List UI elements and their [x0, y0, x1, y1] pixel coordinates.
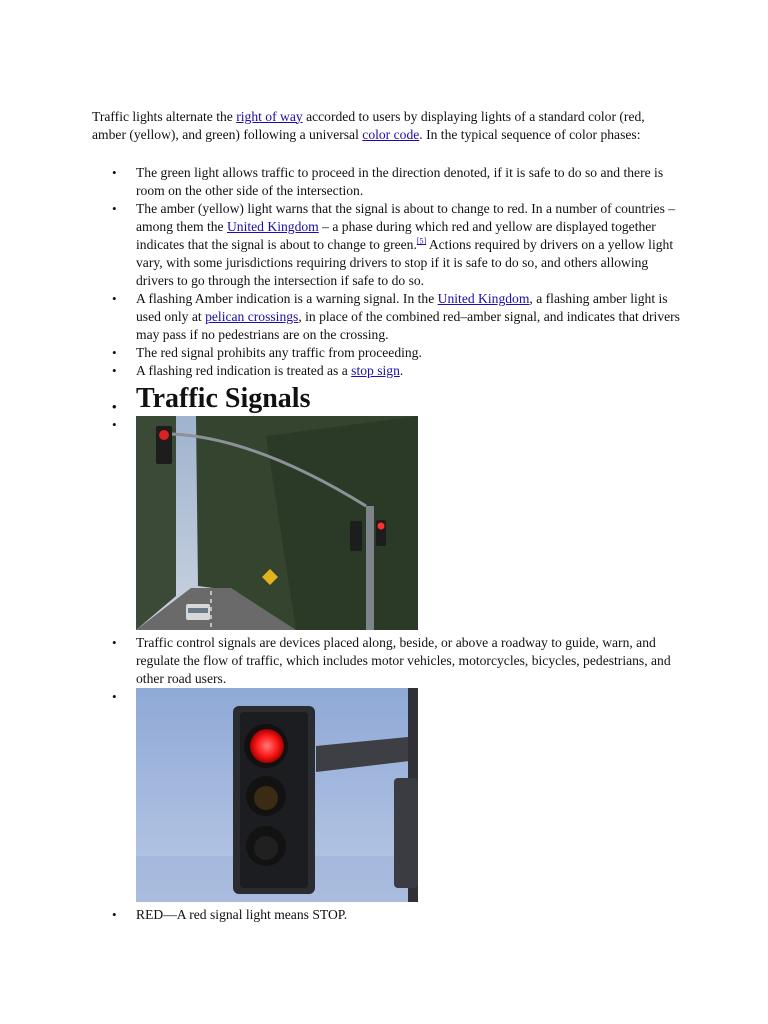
- link-color-code[interactable]: color code: [362, 126, 420, 142]
- item-text: RED—A red signal light means STOP.: [136, 907, 348, 922]
- bullet: •: [112, 417, 117, 432]
- list-item-photo-street: [112, 416, 682, 634]
- intro-text: . In the typical sequence of color phases:: [419, 126, 641, 142]
- item-text: , a flashing amber light is used only at: [136, 291, 668, 324]
- item-text: The green light allows traffic to proceed in the direction denoted, if it is safe to do so and there is room on the other side of the intersection.: [136, 165, 664, 198]
- bullet: •: [112, 689, 117, 704]
- link-right-of-way[interactable]: right of way: [236, 108, 303, 124]
- link-united-kingdom[interactable]: United Kingdom: [437, 291, 530, 306]
- intro-text: Traffic lights alternate the: [92, 108, 237, 124]
- item-text: The red signal prohibits any traffic from proceeding.: [136, 345, 422, 360]
- item-text: A flashing red indication is treated as a: [136, 363, 352, 378]
- item-text: The amber (yellow) light warns that the signal is about to change to red. In a number of countries – among them the: [136, 201, 676, 234]
- list-item-green: [112, 164, 682, 200]
- list-item-control: [112, 634, 682, 688]
- street-traffic-light-photo: [136, 416, 418, 630]
- list-item-photo-closeup: [112, 688, 682, 906]
- list-item-flashing-red: [112, 362, 682, 380]
- bullet: •: [112, 363, 117, 378]
- bullet: •: [112, 635, 117, 650]
- item-text: – a phase during which red and yellow are displayed together indicates that the signal is about to change to green.: [136, 219, 656, 252]
- list-item-flashing-amber: [112, 290, 682, 344]
- phase-list: [112, 164, 682, 924]
- item-text: Traffic control signals are devices placed along, beside, or above a roadway to guide, warn, and regulate the flow of traffic, which includes motor vehicles, motorcycles, bicycles, pedestrians, and other road users.: [136, 635, 671, 686]
- section-heading: Traffic Signals: [136, 383, 311, 414]
- list-item-amber: [112, 200, 682, 290]
- link-pelican-crossings[interactable]: pelican crossings: [205, 309, 299, 324]
- list-item-stop: [112, 906, 682, 924]
- bullet: •: [112, 201, 117, 216]
- bullet: •: [112, 345, 117, 360]
- item-text: .: [399, 363, 404, 378]
- bullet: •: [112, 907, 117, 922]
- intro-paragraph: [92, 108, 682, 144]
- list-item-red: [112, 344, 682, 362]
- intro-text: accorded to users by displaying lights of a standard color (red, amber (yellow), and green) following a universal: [92, 108, 645, 142]
- item-text: , in place of the combined red–amber signal, and indicates that drivers may pass if no pedestrians are on the crossing.: [136, 309, 680, 342]
- reference-link[interactable]: [5]: [416, 236, 427, 246]
- bullet: •: [112, 165, 117, 180]
- bullet: •: [112, 399, 117, 414]
- red-traffic-light-closeup-photo: [136, 688, 418, 902]
- link-stop-sign[interactable]: stop sign: [351, 363, 400, 378]
- list-item-heading: [112, 382, 682, 416]
- item-text: A flashing Amber indication is a warning signal. In the: [136, 291, 438, 306]
- link-united-kingdom[interactable]: United Kingdom: [226, 219, 319, 234]
- bullet: •: [112, 291, 117, 306]
- item-text: Actions required by drivers on a yellow light vary, with some jurisdictions requiring drivers to stop if it is safe to do so, and others allowing drivers to go through the intersection if safe to do so.: [136, 237, 674, 288]
